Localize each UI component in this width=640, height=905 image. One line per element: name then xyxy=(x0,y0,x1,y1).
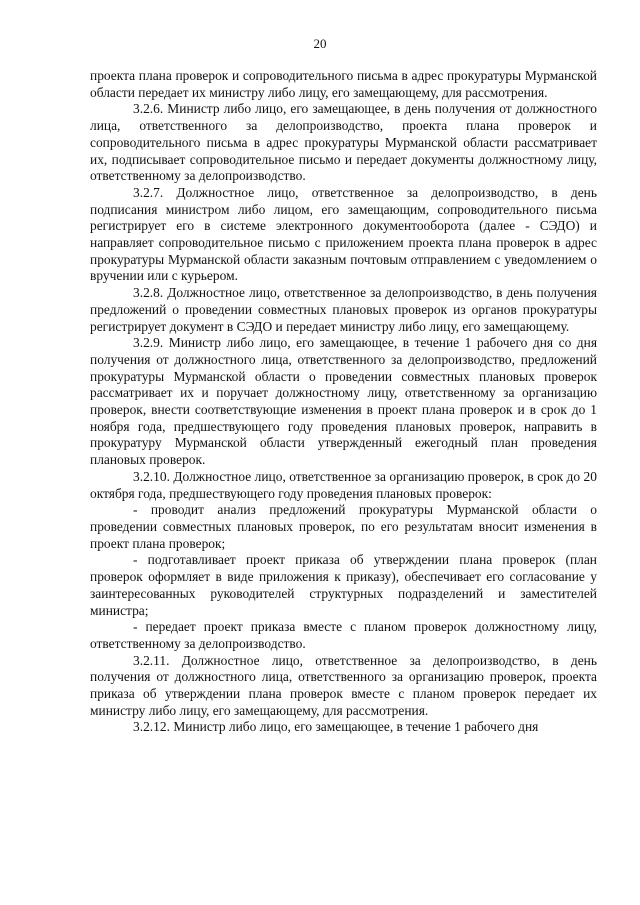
paragraph-3-2-7: 3.2.7. Должностное лицо, ответственное за делопроизводство, в день подписания министром либо лицом, его замещающим, сопроводительного письма регистрирует его в системе электронного документооборота (далее - СЭДО) и направляет сопроводительное письмо с приложением проекта плана проверок в адрес прокуратуры Мурманской области заказным почтовым отправлением с уведомлением о вручении или с курьером. xyxy=(90,184,597,284)
list-item-transfer-order: - передает проект приказа вместе с планом проверок должностному лицу, ответственному за делопроизводство. xyxy=(90,619,597,651)
page-number: 20 xyxy=(313,36,327,51)
document-body xyxy=(90,68,597,736)
paragraph-3-2-10: 3.2.10. Должностное лицо, ответственное за организацию проверок, в срок до 20 октября года, предшествующего году проведения плановых проверок: xyxy=(90,468,597,501)
paragraph-3-2-12: 3.2.12. Министр либо лицо, его замещающее, в течение 1 рабочего дня xyxy=(133,719,539,735)
paragraph-3-2-9: 3.2.9. Министр либо лицо, его замещающее, в течение 1 рабочего дня со дня получения от должностного лица, ответственного за делопроизводство, предложений прокуратуры Мурманской области о проведении совместных плановых проверок рассматривает их и поручает должностному лицу, ответственному за организацию проверок, внести соответствующие изменения в проект плана проверок и в срок до 1 ноября года, предшествующего году проведения плановых проверок, направить в прокуратуру Мурманской области утвержденный ежегодный план проведения плановых проверок. xyxy=(90,335,597,468)
paragraph-3-2-11: 3.2.11. Должностное лицо, ответственное за делопроизводство, в день получения от должностного лица, ответственного за организацию проверок, проекта приказа об утверждении плана проверок вместе с планом проверок передает их министру либо лицу, его замещающему, для рассмотрения. xyxy=(90,652,597,718)
paragraph-continuation: проекта плана проверок и сопроводительного письма в адрес прокуратуры Мурманской области передает их министру либо лицу, его замещающему, для рассмотрения. xyxy=(90,68,597,100)
list-item-prepare-order: - подготавливает проект приказа об утверждении плана проверок (план проверок оформляет в виде приложения к приказу), обеспечивает его согласование у заинтересованных руководителей структурных подразделений и заместителей министра; xyxy=(90,552,597,618)
paragraph-3-2-8: 3.2.8. Должностное лицо, ответственное за делопроизводство, в день получения предложений о проведении совместных плановых проверок из органов прокуратуры регистрирует документ в СЭДО и передает министру либо лицу, его замещающему. xyxy=(90,285,597,334)
paragraph-3-2-6: 3.2.6. Министр либо лицо, его замещающее, в день получения от должностного лица, ответственного за делопроизводство, проекта плана проверок и сопроводительного письма в адрес прокуратуры Мурманской области рассматривает их, подписывает сопроводительное письмо и передает документы должностному лицу, ответственному за делопроизводство. xyxy=(90,101,597,184)
list-item-analysis: - проводит анализ предложений прокуратуры Мурманской области о проведении совместных плановых проверок, по его результатам вносит изменения в проект плана проверок; xyxy=(90,502,597,551)
